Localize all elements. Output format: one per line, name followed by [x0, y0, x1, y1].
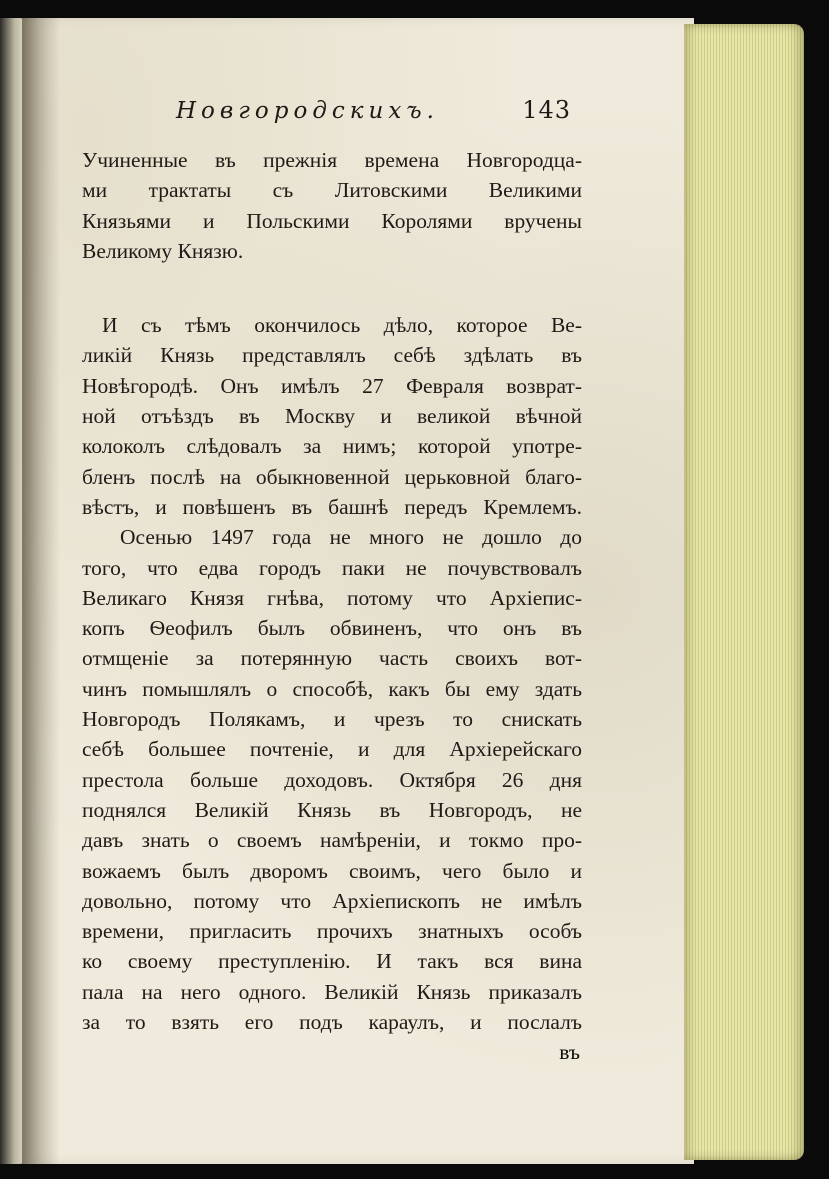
- page-fore-edge: [684, 24, 804, 1160]
- text-line: Новѣгородѣ. Онъ имѣлъ 27 Февраля возврат-: [82, 373, 582, 398]
- text-line: Князьями и Польскими Королями вручены: [82, 208, 582, 233]
- text-line: ко своему преступленію. И такъ вся вина: [82, 949, 582, 974]
- text-line: вожаемъ былъ дворомъ своимъ, чего было и: [82, 858, 582, 883]
- paragraph-1: [82, 145, 582, 266]
- previous-page-edge: [0, 18, 24, 1164]
- running-head: Новгородскихъ.: [176, 98, 439, 124]
- text-line: чинъ помышлялъ о способѣ, какъ бы ему здать: [82, 676, 582, 701]
- text-line: И съ тѣмъ окончилось дѣло, которое Ве-: [102, 313, 582, 338]
- paragraph-2: [82, 310, 582, 522]
- paragraph-gap: [82, 266, 582, 310]
- text-line: Учиненные въ прежнія времена Новгородца-: [82, 148, 582, 172]
- text-line: копъ Ѳеофилъ былъ обвиненъ, что онъ въ: [82, 616, 582, 641]
- gutter-shadow: [22, 18, 60, 1164]
- text-line: ликій Князь представлялъ себѣ здѣлать въ: [82, 343, 582, 368]
- text-line: Новгородъ Полякамъ, и чрезъ то снискать: [82, 707, 582, 732]
- text-line: престола больше доходовъ. Октября 26 дня: [82, 767, 582, 792]
- text-line: ной отъѣздъ въ Москву и великой вѣчной: [82, 404, 582, 429]
- text-line: Осенью 1497 года не много не дошло до: [120, 525, 582, 550]
- text-line: поднялся Великій Князь въ Новгородъ, не: [82, 797, 582, 822]
- text-line: Великаго Князя гнѣва, потому что Архіепис-: [82, 585, 582, 610]
- text-line: довольно, потому что Архіепископъ не имѣлъ: [82, 888, 582, 913]
- text-line: Великому Князю.: [82, 238, 244, 263]
- paragraph-3: [82, 522, 582, 1037]
- text-line: пала на него одного. Великій Князь приказалъ: [82, 979, 582, 1004]
- text-line: себѣ большее почтеніе, и для Архіерейскаго: [82, 737, 582, 762]
- text-line: времени, пригласить прочихъ знатныхъ особъ: [82, 919, 582, 944]
- text-line: ми трактаты съ Литовскими Великими: [82, 178, 582, 203]
- text-line: давъ знать о своемъ намѣреніи, и токмо про-: [82, 828, 582, 853]
- catchword: въ: [559, 1040, 580, 1065]
- page-number: 143: [522, 96, 571, 124]
- page-header: [176, 94, 571, 134]
- page-text: [82, 145, 582, 1068]
- text-line: вѣстъ, и повѣшенъ въ башнѣ передъ Кремлемъ.: [82, 494, 582, 519]
- text-line: за то взять его подъ караулъ, и послалъ: [82, 1010, 582, 1035]
- text-line: колоколъ слѣдовалъ за нимъ; которой употре-: [82, 434, 582, 459]
- text-line: отмщеніе за потерянную часть своихъ вот-: [82, 646, 582, 671]
- text-line: того, что едва городъ паки не почувствовалъ: [82, 555, 582, 580]
- text-line: бленъ послѣ на обыкновенной церьковной благо-: [82, 464, 582, 489]
